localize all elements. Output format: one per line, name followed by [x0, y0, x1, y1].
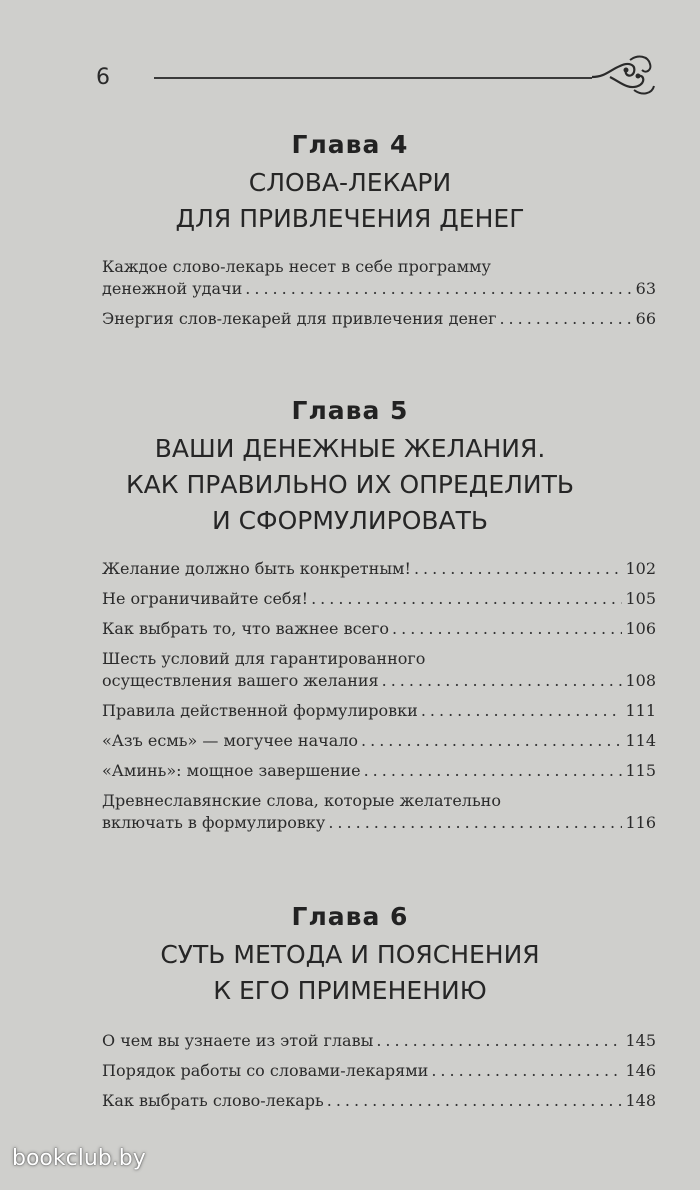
- toc-entry-text: Энергия слов-лекарей для привлечения денег: [102, 309, 497, 328]
- dot-leader: [431, 1060, 622, 1082]
- toc-entry-text: О чем вы узнаете из этой главы: [102, 1031, 374, 1050]
- chapter-title-line: К ЕГО ПРИМЕНЕНИЮ: [213, 976, 487, 1005]
- toc-entry[interactable]: [102, 588, 656, 610]
- dot-leader: [392, 618, 622, 640]
- chapter-title: [0, 431, 700, 539]
- dot-leader: [414, 558, 623, 580]
- toc-entry-text: денежной удачи: [102, 279, 243, 298]
- toc-entry[interactable]: [102, 1090, 656, 1112]
- toc-page-number: 145: [625, 1031, 656, 1050]
- chapter-label: Глава 5: [291, 396, 409, 425]
- chapter-title-line: И СФОРМУЛИРОВАТЬ: [211, 506, 489, 535]
- page-header: [96, 60, 656, 100]
- chapter-title-line: СУТЬ МЕТОДА И ПОЯСНЕНИЯ: [160, 940, 540, 969]
- chapter-label: Глава 6: [291, 902, 409, 931]
- toc-entry-text: Желание должно быть конкретным!: [102, 559, 411, 578]
- chapter-title: [0, 165, 700, 237]
- toc-entry[interactable]: [102, 1030, 656, 1052]
- dot-leader: [382, 670, 623, 692]
- toc-entry[interactable]: [102, 790, 656, 834]
- header-rule: [154, 77, 592, 79]
- toc-entry[interactable]: [102, 760, 656, 782]
- toc-entry[interactable]: [102, 308, 656, 330]
- page-number: 6: [96, 65, 110, 90]
- toc-page-number: 146: [625, 1061, 656, 1080]
- dot-leader: [328, 812, 622, 834]
- toc-page-number: 102: [625, 559, 656, 578]
- toc-entry-text: «Азъ есмь» — могучее начало: [102, 731, 359, 750]
- dot-leader: [245, 278, 632, 300]
- dot-leader: [499, 308, 632, 330]
- toc-page-number: 115: [625, 761, 656, 780]
- toc-entry-text: осуществления вашего желания: [102, 671, 379, 690]
- toc-page-number: 108: [625, 671, 656, 690]
- toc-entry-text: Правила действенной формулировки: [102, 701, 418, 720]
- toc-entry[interactable]: [102, 1060, 656, 1082]
- toc-entry-text: Как выбрать слово-лекарь: [102, 1091, 324, 1110]
- chapter-5-toc: [102, 558, 656, 842]
- toc-page-number: 105: [625, 589, 656, 608]
- toc-entry[interactable]: [102, 256, 656, 300]
- dot-leader: [361, 730, 622, 752]
- dot-leader: [364, 760, 623, 782]
- chapter-4-toc: [102, 256, 656, 338]
- toc-entry-text: включать в формулировку: [102, 813, 326, 832]
- toc-entry[interactable]: [102, 618, 656, 640]
- chapter-4-heading: [0, 130, 700, 237]
- chapter-6-toc: [102, 1030, 656, 1120]
- toc-entry[interactable]: [102, 558, 656, 580]
- toc-entry[interactable]: [102, 648, 656, 692]
- ornament-flourish-icon: [590, 52, 660, 102]
- toc-page-number: 66: [635, 309, 656, 328]
- toc-entry-text: «Аминь»: мощное завершение: [102, 761, 361, 780]
- chapter-title-line: ДЛЯ ПРИВЛЕЧЕНИЯ ДЕНЕГ: [175, 204, 525, 233]
- dot-leader: [421, 700, 623, 722]
- toc-entry-text: Как выбрать то, что важнее всего: [102, 619, 390, 638]
- chapter-label: Глава 4: [291, 130, 409, 159]
- dot-leader: [311, 588, 622, 610]
- toc-page-number: 111: [625, 701, 656, 720]
- toc-entry[interactable]: [102, 730, 656, 752]
- chapter-6-heading: [0, 902, 700, 1009]
- toc-entry-text: Не ограничивайте себя!: [102, 589, 309, 608]
- toc-entry-text: Древнеславянские слова, которые желательно: [102, 791, 501, 810]
- dot-leader: [376, 1030, 622, 1052]
- chapter-title-line: ВАШИ ДЕНЕЖНЫЕ ЖЕЛАНИЯ.: [154, 434, 546, 463]
- chapter-5-heading: [0, 396, 700, 539]
- chapter-title: [0, 937, 700, 1009]
- dot-leader: [327, 1090, 623, 1112]
- toc-entry-text: Шесть условий для гарантированного: [102, 649, 426, 668]
- watermark: bookclub.by: [12, 1146, 146, 1171]
- toc-entry[interactable]: [102, 700, 656, 722]
- toc-entry-text: Порядок работы со словами-лекарями: [102, 1061, 429, 1080]
- chapter-title-line: СЛОВА-ЛЕКАРИ: [248, 168, 452, 197]
- toc-entry-text: Каждое слово-лекарь несет в себе программу: [102, 257, 491, 276]
- toc-page-number: 148: [625, 1091, 656, 1110]
- toc-page-number: 116: [625, 813, 656, 832]
- toc-page-number: 114: [625, 731, 656, 750]
- chapter-title-line: КАК ПРАВИЛЬНО ИХ ОПРЕДЕЛИТЬ: [125, 470, 575, 499]
- toc-page-number: 63: [635, 279, 656, 298]
- toc-page-number: 106: [625, 619, 656, 638]
